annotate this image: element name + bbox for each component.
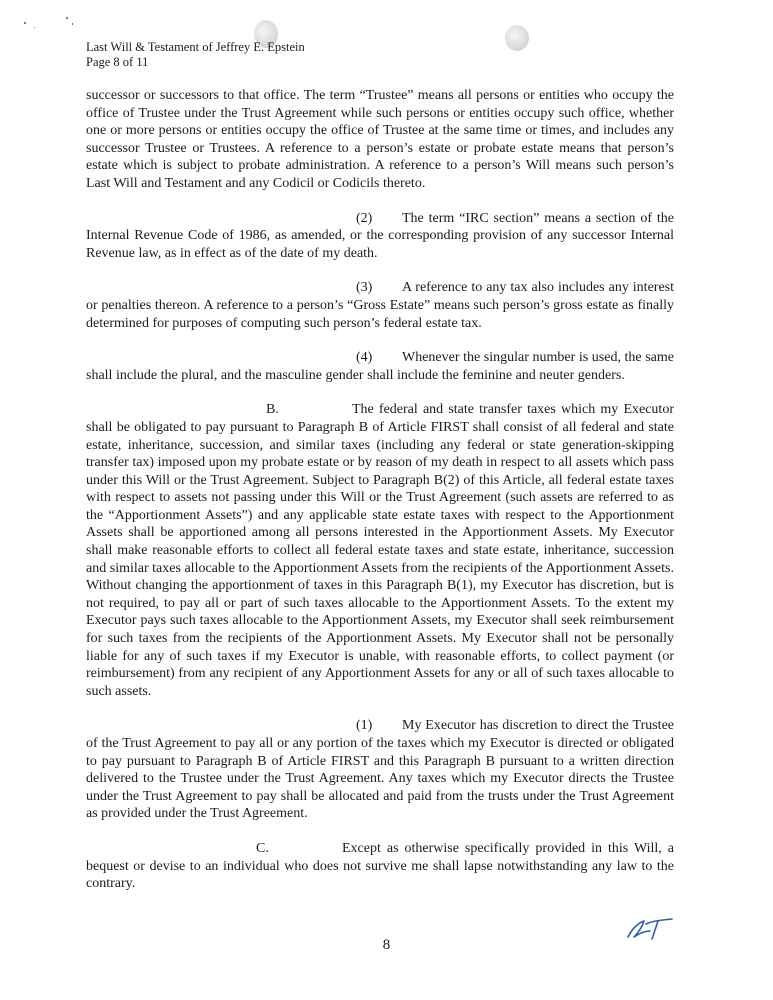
paragraph-number: (2) [356,210,373,226]
document-title: Last Will & Testament of Jeffrey E. Epstein [86,40,305,54]
paragraph-text: Except as otherwise specifically provided in this Will, a bequest or devise to an individual who does not survive me shall lapse notwithstanding any law to the contrary. [86,840,674,892]
punch-hole-mark [505,25,529,51]
scan-speck [66,17,68,19]
scan-speck [34,27,35,28]
paragraph-letter: C. [256,840,269,856]
scan-speck [24,22,26,24]
page-number: 8 [382,937,391,953]
paragraph-text: The federal and state transfer taxes which my Executor shall be obligated to pay pursuant to Paragraph B of Article FIRST shall consist of all federal and state estate, inheritance, succession, and similar taxes (including any federal or state generation-skipping transfer tax) imposed upon my probate estate or by reason of my death in respect to all assets which pass under this Will or the Trust Agreement. Subject to Paragraph B(2) of this Article, all federal estate taxes with respect to assets not passing under this Will or the Trust Agreement (such assets are referred to as the “Apportionment Assets”) and any applicable state estate taxes with respect to the Apportionment Assets shall be apportioned among all persons interested in the Apportionment Assets. My Executor shall make reasonable efforts to collect all federal estate taxes and state estate, inheritance, succession and similar taxes allocable to the Apportionment Assets from the recipients of the Apportionment Assets. Without changing the apportionment of taxes in this Paragraph B(1), my Executor has discretion, but is not required, to pay all or part of such taxes allocable to the Apportionment Assets. To the extent my Executor pays such taxes allocable to the Apportionment Assets, my Executor shall seek reimbursement for such taxes from the recipients of the Apportionment Assets. My Executor shall not be personally liable for any of such taxes if my Executor is unable, with reasonable efforts, to collect payment (or reimbursement) from any recipient of any Apportionment Assets for any or all of such taxes allocable to such assets. [86,402,674,699]
paragraph-number: (4) [356,350,373,366]
signature-stroke [628,919,672,939]
paragraph-c [86,840,674,893]
paragraph-number: (1) [356,718,373,734]
paragraph-text: Whenever the singular number is used, the same shall include the plural, and the masculine gender shall include the feminine and neuter genders. [86,350,674,383]
paragraph-a4 [86,349,674,384]
paragraph-text: A reference to any tax also includes any interest or penalties thereon. A reference to a person’s “Gross Estate” means such person’s gross estate as finally determined for purposes of computing such person’s federal estate tax. [86,280,674,331]
paragraph-a2 [86,210,674,263]
paragraph-letter: B. [266,402,279,418]
page-indicator: Page 8 of 11 [86,55,149,69]
paragraph-b [86,401,674,700]
paragraph-b1 [86,717,674,823]
document-body [86,87,674,910]
paragraph-text: The term “IRC section” means a section of the Internal Revenue Code of 1986, as amended, or the corresponding provision of any successor Internal Revenue law, as in effect as of the date of my death. [86,210,674,261]
paragraph-text: My Executor has discretion to direct the Trustee of the Trust Agreement to pay all or any portion of the taxes which my Executor is directed or obligated to pay pursuant to Paragraph B of Article FIRST and this Paragraph B pursuant to a written direction delivered to the Trustee under the Trust Agreement. Any taxes which my Executor directs the Trustee under the Trust Agreement to pay shall be allocated and paid from the trusts under the Trust Agreement as provided under the Trust Agreement. [86,718,674,822]
paragraph-continuation: successor or successors to that office. The term “Trustee” means all persons or entities who occupy the office of Trustee under the Trust Agreement while such persons or entities occupy such office, whether one or more persons or entities occupy the office of Trustee at the same time or times, and includes any successor Trustee or Trustees. A reference to a person’s estate or probate estate means that person’s estate which is subject to probate administration. A reference to a person’s Will means such person’s Last Will and Testament and any Codicil or Codicils thereto. [86,88,674,191]
scan-speck [72,23,73,25]
page-header [86,40,305,70]
handwritten-initials-signature [624,915,676,943]
paragraph-a3 [86,279,674,332]
paragraph-number: (3) [356,280,373,296]
